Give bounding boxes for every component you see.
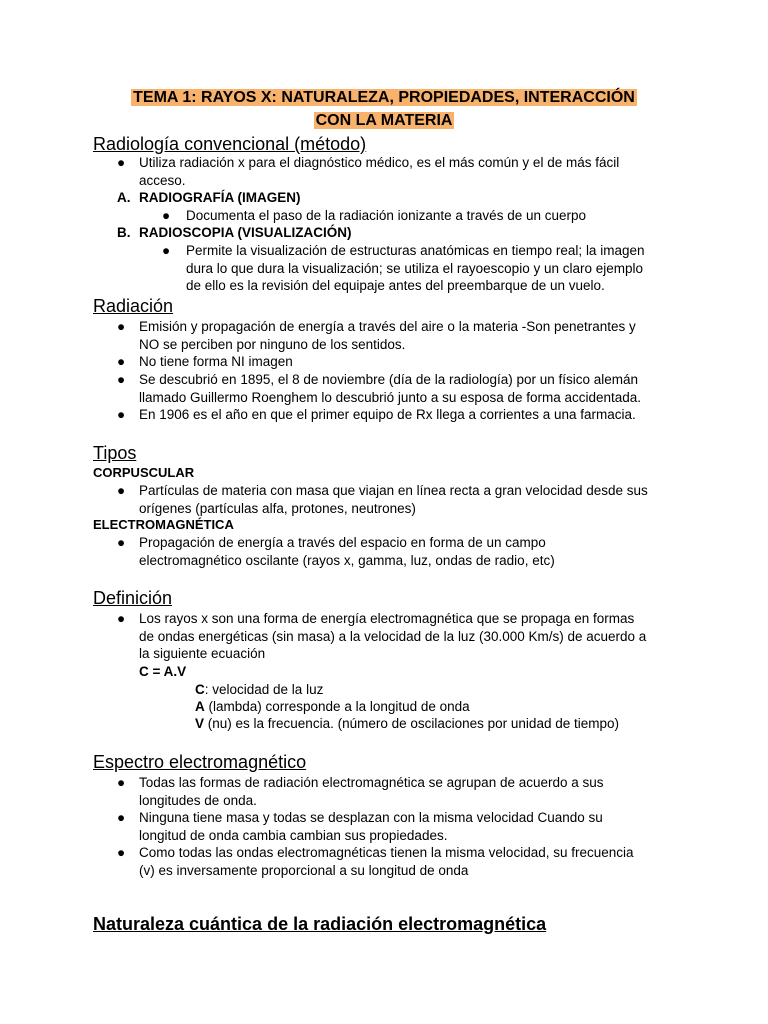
list-item: [117, 844, 717, 879]
list-item: [162, 207, 702, 225]
list-item-text: Los rayos x son una forma de energía electromagnética que se propaga en formas: [139, 611, 635, 626]
lettered-item-label: RADIOSCOPIA (VISUALIZACIÓN): [139, 225, 352, 240]
symbol-c: C: [195, 682, 205, 697]
symbol-v-text: (nu) es la frecuencia. (número de oscilaciones por unidad de tiempo): [204, 716, 619, 731]
list-item: [117, 774, 717, 809]
bullet-icon: ●: [117, 354, 126, 369]
heading-espectro: Espectro electromagnético: [93, 752, 307, 772]
formula-def-a: [195, 698, 470, 716]
list-item-text: Se descubrió en 1895, el 8 de noviembre (día de la radiología) por un físico alemán: [139, 372, 639, 387]
list-item-text: electromagnético oscilante (rayos x, gamma, luz, ondas de radio, etc): [139, 552, 555, 568]
title-line-1: TEMA 1: RAYOS X: NATURALEZA, PROPIEDADES, INTERACCIÓN: [133, 89, 635, 106]
heading-naturaleza: Naturaleza cuántica de la radiación electromagnética: [93, 914, 547, 934]
list-item: [117, 534, 717, 569]
list-item-text: (v) es inversamente proporcional a su longitud de onda: [139, 862, 469, 878]
list-item-text: No tiene forma NI imagen: [139, 354, 293, 369]
list-item-text: Todas las formas de radiación electromagnética se agrupan de acuerdo a sus: [139, 775, 604, 790]
list-item: [117, 406, 717, 424]
bullet-icon: ●: [162, 243, 171, 258]
document-title-continued: [0, 109, 768, 132]
bullet-icon: ●: [162, 208, 171, 223]
list-item-text: Emisión y propagación de energía a través del aire o la materia -Son penetrantes y: [139, 319, 636, 334]
list-item: [117, 353, 717, 371]
list-item-text: En 1906 es el año en que el primer equipo de Rx llega a corrientes a una farmacia.: [139, 407, 636, 422]
title-line-2: CON LA MATERIA: [315, 112, 453, 129]
bullet-icon: ●: [117, 372, 126, 387]
formula: C = A.V: [139, 664, 187, 679]
list-item-text: Ninguna tiene masa y todas se desplazan con la misma velocidad Cuando su: [139, 810, 603, 825]
list-marker: A.: [117, 190, 131, 205]
list-item-text: Como todas las ondas electromagnéticas tienen la misma velocidad, su frecuencia: [139, 845, 634, 860]
list-item-text: NO se perciben por ninguno de los sentidos.: [139, 336, 406, 352]
list-item: [117, 318, 717, 353]
document-title: [0, 86, 768, 109]
list-item-text: de ello es la revisión del equipaje antes del preembarque de un vuelo.: [186, 278, 605, 293]
bullet-icon: ●: [117, 535, 126, 550]
formula-def-v: [195, 715, 619, 733]
list-item-text: llamado Guillermo Roenghem lo descubrió junto a su esposa de forma accidentada.: [139, 389, 642, 405]
bullet-icon: ●: [117, 407, 126, 422]
symbol-a-text: (lambda) corresponde a la longitud de onda: [204, 699, 470, 714]
list-item: [117, 482, 717, 517]
symbol-v: V: [195, 716, 205, 731]
lettered-item-b: [117, 224, 697, 242]
subheading-electromagnetica: ELECTROMAGNÉTICA: [93, 517, 234, 532]
list-item-text: acceso.: [139, 172, 186, 188]
bullet-icon: ●: [117, 845, 126, 860]
list-item: [117, 371, 717, 406]
list-item-text: de ondas energéticas (sin masa) a la velocidad de la luz (30.000 Km/s) de acuerdo a: [139, 628, 647, 644]
list-item-text: Documenta el paso de la radiación ionizante a través de un cuerpo: [186, 208, 587, 223]
bullet-icon: ●: [117, 319, 126, 334]
list-item: [162, 242, 702, 295]
symbol-a: A: [195, 699, 205, 714]
list-item: [117, 154, 697, 189]
list-item-text: dura lo que dura la visualización; se utiliza el rayoescopio y un claro ejemplo: [186, 260, 644, 276]
list-item-text: Permite la visualización de estructuras anatómicas en tiempo real; la imagen: [186, 243, 645, 258]
bullet-icon: ●: [117, 775, 126, 790]
list-item-text: longitudes de onda.: [139, 792, 257, 808]
symbol-c-text: : velocidad de la luz: [204, 682, 324, 697]
bullet-icon: ●: [117, 483, 126, 498]
list-item-text: longitud de onda cambia cambian sus propiedades.: [139, 827, 448, 843]
formula-def-c: [195, 681, 323, 699]
bullet-icon: ●: [117, 611, 126, 626]
subheading-corpuscular: CORPUSCULAR: [93, 465, 195, 480]
list-item-text: Utiliza radiación x para el diagnóstico médico, es el más común y el de más fácil: [139, 155, 620, 170]
heading-tipos: Tipos: [93, 443, 137, 463]
lettered-item-a: [117, 189, 697, 207]
list-item: [117, 610, 717, 663]
bullet-icon: ●: [117, 155, 126, 170]
list-item-text: Partículas de materia con masa que viajan en línea recta a gran velocidad desde sus: [139, 483, 648, 498]
bullet-icon: ●: [117, 810, 126, 825]
heading-radiologia: Radiología convencional (método): [93, 134, 367, 154]
heading-radiacion: Radiación: [93, 296, 174, 316]
list-item-text: Propagación de energía a través del espacio en forma de un campo: [139, 535, 546, 550]
heading-definicion: Definición: [93, 588, 173, 608]
list-item-text: la siguiente ecuación: [139, 646, 266, 661]
list-item: [117, 809, 717, 844]
list-marker: B.: [117, 225, 131, 240]
lettered-item-label: RADIOGRAFÍA (IMAGEN): [139, 190, 301, 205]
list-item-text: orígenes (partículas alfa, protones, neutrones): [139, 500, 416, 516]
